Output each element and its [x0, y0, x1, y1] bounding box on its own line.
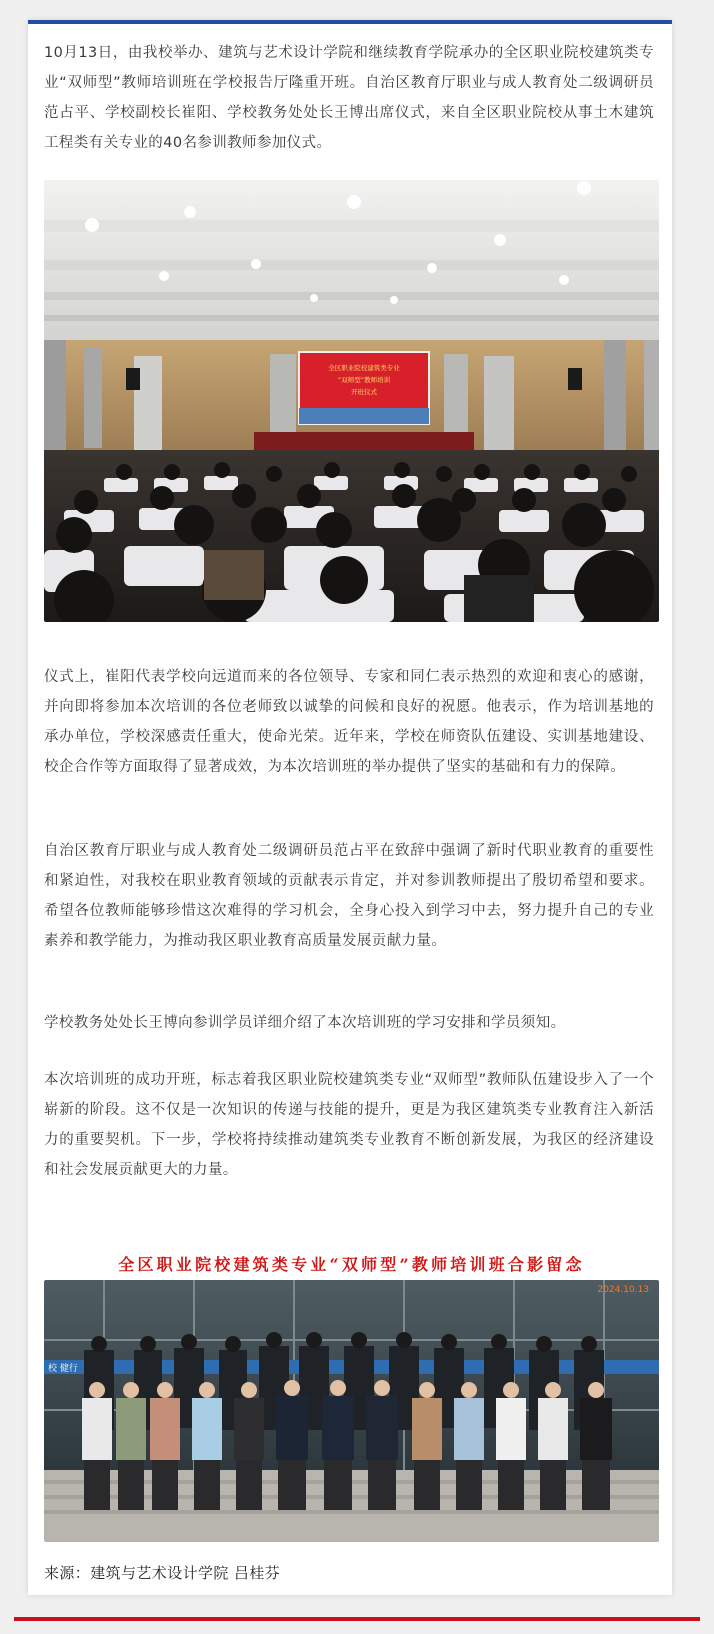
paragraph-speech: 自治区教育厅职业与成人教育处二级调研员范占平在致辞中强调了新时代职业教育的重要性和紧迫性，对我校在职业教育领域的贡献表示肯定，并对参训教师提出了殷切希望和要求。希望各位教师能够珍惜这次难得的学习机会，全身心投入到学习中去，努力提升自己的专业素养和教学能力，为推动我区职业教育高质量发展贡献力量。	[44, 843, 654, 949]
photo-date-stamp: 2024.10.13	[597, 1285, 649, 1295]
paragraph-welcome: 仪式上，崔阳代表学校向远道而来的各位领导、专家和同仁表示热烈的欢迎和衷心的感谢，并向即将参加本次培训的各位老师致以诚挚的问候和良好的祝愿。他表示，作为培训基地的承办单位，学校深感责任重大，使命光荣。近年来，学校在师资队伍建设、实训基地建设、校企合作等方面取得了显著成效，为本次培训班的举办提供了坚实的基础和有力的保障。	[44, 669, 654, 775]
source-credit: 来源：建筑与艺术设计学院 吕桂芬	[44, 1564, 281, 1582]
screen-title-3: 开班仪式	[351, 388, 377, 396]
article-card	[28, 20, 672, 1595]
group-photo-caption: 全区职业院校建筑类专业“双师型”教师培训班合影留念	[118, 1255, 585, 1274]
ceremony-photo	[44, 180, 659, 622]
screen-title-2: “双师型”教师培训	[337, 376, 391, 384]
paragraph-arrangement: 学校教务处处长王博向参训学员详细介绍了本次培训班的学习安排和学员须知。	[44, 1015, 566, 1031]
paragraph-conclusion: 本次培训班的成功开班，标志着我区职业院校建筑类专业“双师型”教师队伍建设步入了一个崭新的阶段。这不仅是一次知识的传递与技能的提升，更是为我区建筑类专业教育注入新活力的重要契机。下一步，学校将持续推动建筑类专业教育不断创新发展，为我区的经济建设和社会发展贡献更大的力量。	[44, 1072, 654, 1178]
paragraph-intro: 10月13日，由我校举办、建筑与艺术设计学院和继续教育学院承办的全区职业院校建筑类专业“双师型”教师培训班在学校报告厅隆重开班。自治区教育厅职业与成人教育处二级调研员范占平、学校副校长崔阳、学校教务处处长王博出席仪式，来自全区职业院校从事土木建筑工程类有关专业的40名参训教师参加仪式。	[44, 45, 654, 151]
bottom-divider	[14, 1617, 700, 1621]
building-banner-text: 校 健行	[48, 1364, 78, 1374]
screen-title-1: 全区职业院校建筑类专业	[328, 364, 400, 372]
group-photo	[44, 1280, 659, 1542]
